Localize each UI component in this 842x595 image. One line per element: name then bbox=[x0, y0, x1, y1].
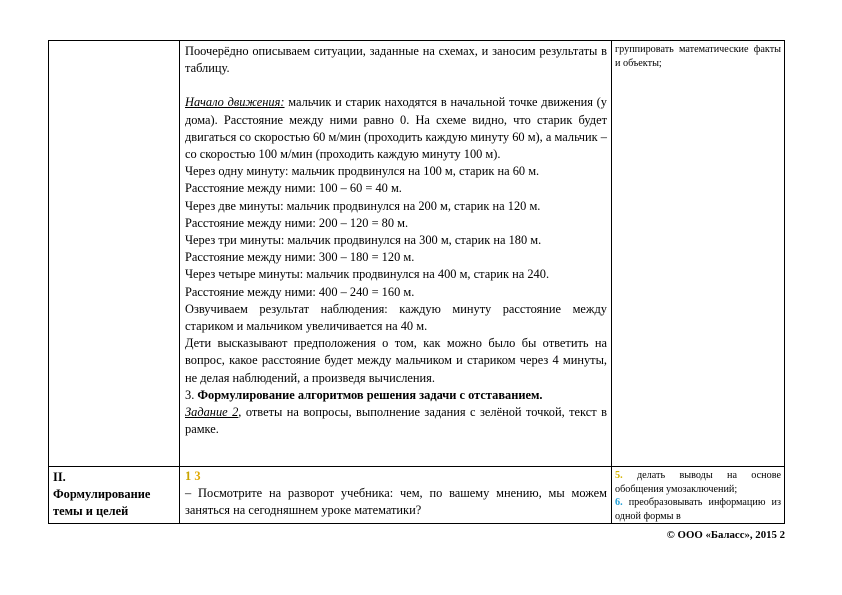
paragraph-step-3 bbox=[185, 387, 607, 404]
content-cell bbox=[180, 41, 612, 467]
skills-cell bbox=[612, 467, 785, 524]
skills-cell bbox=[612, 41, 785, 467]
line-minute-2: Через две минуты: мальчик продвинулся на 200 м, старик на 120 м. bbox=[185, 198, 541, 213]
line-distance-2: Расстояние между ними: 200 – 120 = 80 м. bbox=[185, 215, 409, 230]
start-motion-label: Начало движения: bbox=[185, 95, 285, 110]
skill-text-6: преобразовывать информацию из одной формы в bbox=[615, 497, 781, 522]
skill-item-6 bbox=[615, 496, 781, 523]
step-title: Формулирование алгоритмов решения задачи с отставанием. bbox=[197, 387, 543, 402]
lesson-table bbox=[48, 40, 785, 524]
line-minute-1: Через одну минуту: мальчик продвинулся на 100 м, старик на 60 м. bbox=[185, 164, 540, 179]
paragraph-start-motion bbox=[185, 94, 607, 163]
table-row bbox=[49, 467, 785, 524]
line-minute-3: Через три минуты: мальчик продвинулся на 300 м, старик на 180 м. bbox=[185, 233, 542, 248]
skill-number-5: 5. bbox=[615, 470, 623, 481]
line-distance-1: Расстояние между ними: 100 – 60 = 40 м. bbox=[185, 181, 402, 196]
content-cell bbox=[180, 467, 612, 524]
line-minute-4: Через четыре минуты: мальчик продвинулся на 400 м, старик на 240. bbox=[185, 267, 550, 282]
teacher-question: – Посмотрите на разворот учебника: чем, по вашему мнению, мы можем заняться на сегодняшнем уроке математики? bbox=[185, 486, 607, 518]
paragraph-task-2 bbox=[185, 404, 607, 438]
skill-number-6: 6. bbox=[615, 497, 623, 509]
stage-title: Формулирование темы и целей bbox=[53, 487, 151, 518]
step-number: 3. bbox=[185, 387, 198, 402]
activity-icons bbox=[185, 468, 607, 485]
paragraph-intro: Поочерёдно описываем ситуации, заданные на схемах, и заносим результаты в таблицу. bbox=[185, 44, 607, 76]
paragraph-guess: Дети высказывают предположения о том, как можно было бы ответить на вопрос, какое расстояние будет между мальчиком и стариком через 4 минуты, не делая наблюдений, а произведя вычисления. bbox=[185, 336, 607, 385]
stage-cell bbox=[49, 467, 180, 524]
start-motion-text: мальчик и старик находятся в начальной точке движения (у дома). Расстояние между ними равно 0. На схеме видно, что старик будет двигаться со скоростью 60 м/мин (проходить каждую минуту 60 м), а мальчик – со скоростью 100 м/мин (проходить каждую минуту 100 м). bbox=[185, 95, 607, 162]
task-text: , ответы на вопросы, выполнение задания с зелёной точкой, текст в рамке. bbox=[185, 405, 607, 437]
line-distance-3: Расстояние между ними: 300 – 180 = 120 м. bbox=[185, 250, 415, 265]
skill-item-5 bbox=[615, 469, 781, 496]
activity-icon-1: 1 bbox=[185, 469, 192, 483]
task-label: Задание 2 bbox=[185, 405, 239, 420]
activity-icon-3: 3 bbox=[194, 469, 201, 483]
stage-cell-empty bbox=[49, 41, 180, 467]
skill-grouping: группировать математические факты и объекты; bbox=[615, 44, 781, 69]
table-row bbox=[49, 41, 785, 467]
paragraph-result: Озвучиваем результат наблюдения: каждую минуту расстояние между стариком и мальчиком увеличивается на 40 м. bbox=[185, 301, 607, 334]
line-distance-4: Расстояние между ними: 400 – 240 = 160 м. bbox=[185, 284, 415, 299]
skill-text-5: делать выводы на основе обобщения умозаключений; bbox=[615, 470, 781, 495]
stage-numeral: II. bbox=[53, 470, 66, 484]
copyright-footer: © ООО «Баласс», 2015 2 bbox=[666, 529, 785, 541]
